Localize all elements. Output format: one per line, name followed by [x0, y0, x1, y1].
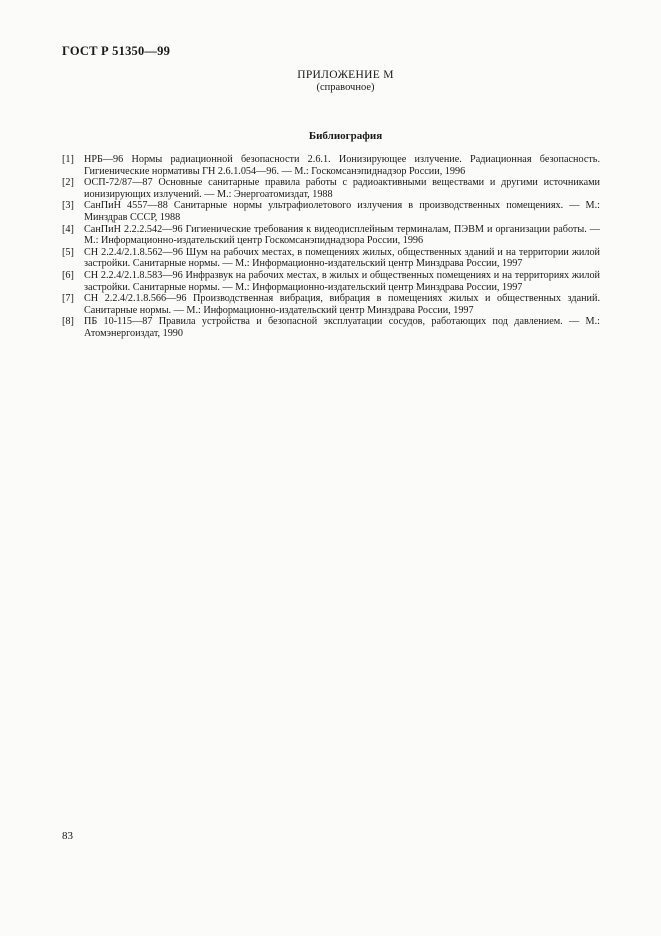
appendix-title: ПРИЛОЖЕНИЕ М	[297, 69, 394, 81]
bibliography-entry-2	[62, 177, 600, 200]
entry-number: [4]	[62, 223, 74, 235]
entry-text: ПБ 10-115—87 Правила устройства и безопасной эксплуатации сосудов, работающих под давлением. — М.: Атомэнергоиздат, 1990	[84, 316, 600, 339]
entry-number: [7]	[62, 293, 74, 305]
entry-text: НРБ—96 Нормы радиационной безопасности 2.6.1. Ионизирующее излучение. Радиационная безопасность. Гигиенические нормативы ГН 2.6.1.054—96. — М.: Госкомсанэпиднадзор России, 1996	[84, 154, 600, 177]
entry-number: [3]	[62, 200, 74, 212]
bibliography-entry-4	[62, 224, 600, 247]
entry-number: [5]	[62, 246, 74, 258]
bibliography-entry-8	[62, 316, 600, 339]
entry-text: СН 2.2.4/2.1.8.566—96 Производственная вибрация, вибрация в помещениях жилых и общественных зданий. Санитарные нормы. — М.: Информационно-издательский центр Минздрава России, 1997	[84, 293, 600, 316]
entry-text: СН 2.2.4/2.1.8.562—96 Шум на рабочих местах, в помещениях жилых, общественных зданий и на территории жилой застройки. Санитарные нормы. — М.: Информационно-издательский центр Минздрава России, 1997	[84, 246, 600, 270]
bibliography-heading: Библиография	[308, 130, 383, 142]
bibliography-list	[62, 154, 600, 340]
entry-text: ОСП-72/87—87 Основные санитарные правила работы с радиоактивными веществами и другими источниками ионизирующих излучений. — М.: Энергоатомиздат, 1988	[84, 177, 600, 200]
entry-number: [1]	[62, 154, 74, 165]
entry-text: СанПиН 4557—88 Санитарные нормы ультрафиолетового излучения в производственных помещениях. — М.: Минздрав СССР, 1988	[84, 200, 600, 223]
bibliography-entry-1	[62, 154, 600, 177]
standard-designation: ГОСТ Р 51350—99	[62, 44, 171, 58]
bibliography-entry-7	[62, 293, 600, 316]
entry-text: СН 2.2.4/2.1.8.583—96 Инфразвук на рабочих местах, в жилых и общественных помещениях и на территориях жилой застройки. Санитарные нормы. — М.: Информационно-издательский центр Минздрава России, 1997	[84, 269, 600, 293]
bibliography-entry-5	[62, 247, 600, 270]
bibliography-entry-6	[62, 270, 600, 293]
bibliography-entry-3	[62, 200, 600, 223]
appendix-subtitle: (справочное)	[316, 82, 375, 93]
entry-number: [8]	[62, 316, 74, 328]
page-number: 83	[62, 830, 73, 842]
entry-number: [2]	[62, 177, 74, 189]
entry-text: СанПиН 2.2.2.542—96 Гигиенические требования к видеодисплейным терминалам, ПЭВМ и организации работы. — М.: Информационно-издательский центр Госкомсанэпиднадзора России, 1996	[84, 223, 600, 247]
entry-number: [6]	[62, 269, 74, 281]
